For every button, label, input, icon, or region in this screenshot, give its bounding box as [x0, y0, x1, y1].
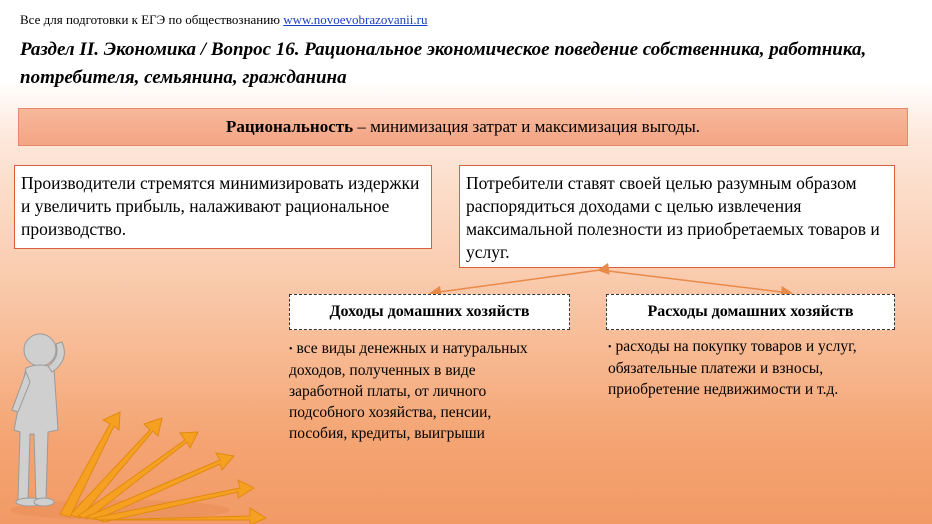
expenses-list	[608, 336, 908, 400]
header-prefix: Все для подготовки к ЕГЭ по обществознанию	[20, 12, 280, 27]
definition-text: – минимизация затрат и максимизация выгоды.	[353, 117, 701, 136]
income-text: все виды денежных и натуральных доходов, полученных в виде заработной платы, от личного подсобного хозяйства, пенсии, пособия, кредиты, выигрыши	[289, 340, 528, 442]
income-heading: Доходы домашних хозяйств	[289, 294, 570, 330]
definition-term: Рациональность	[225, 117, 354, 136]
expenses-heading: Расходы домашних хозяйств	[606, 294, 895, 330]
expenses-text: расходы на покупку товаров и услуг, обязательные платежи и взносы, приобретение недвижимости и т.д.	[608, 338, 857, 398]
arrow-to-income	[432, 270, 600, 293]
site-link[interactable]: www.novoevobrazovanii.ru	[283, 12, 428, 27]
producers-box: Производители стремятся минимизировать издержки и увеличить прибыль, налаживают рациональное производство.	[14, 165, 432, 249]
thinking-person-illustration	[0, 320, 280, 524]
income-bullet: •	[289, 343, 293, 355]
direction-arrows-icon	[60, 412, 266, 524]
person-figure	[12, 334, 64, 506]
page-title: Раздел II. Экономика / Вопрос 16. Рациональное экономическое поведение собственника, работника, потребителя, семьянина, гражданина	[20, 39, 867, 88]
expenses-bullet: •	[608, 341, 612, 353]
income-list	[289, 338, 529, 444]
arrow-to-expenses	[600, 270, 790, 293]
consumers-box: Потребители ставят своей целью разумным образом распорядиться доходами с целью извлечения максимальной полезности из приобретаемых товаров и услуг.	[459, 165, 895, 268]
